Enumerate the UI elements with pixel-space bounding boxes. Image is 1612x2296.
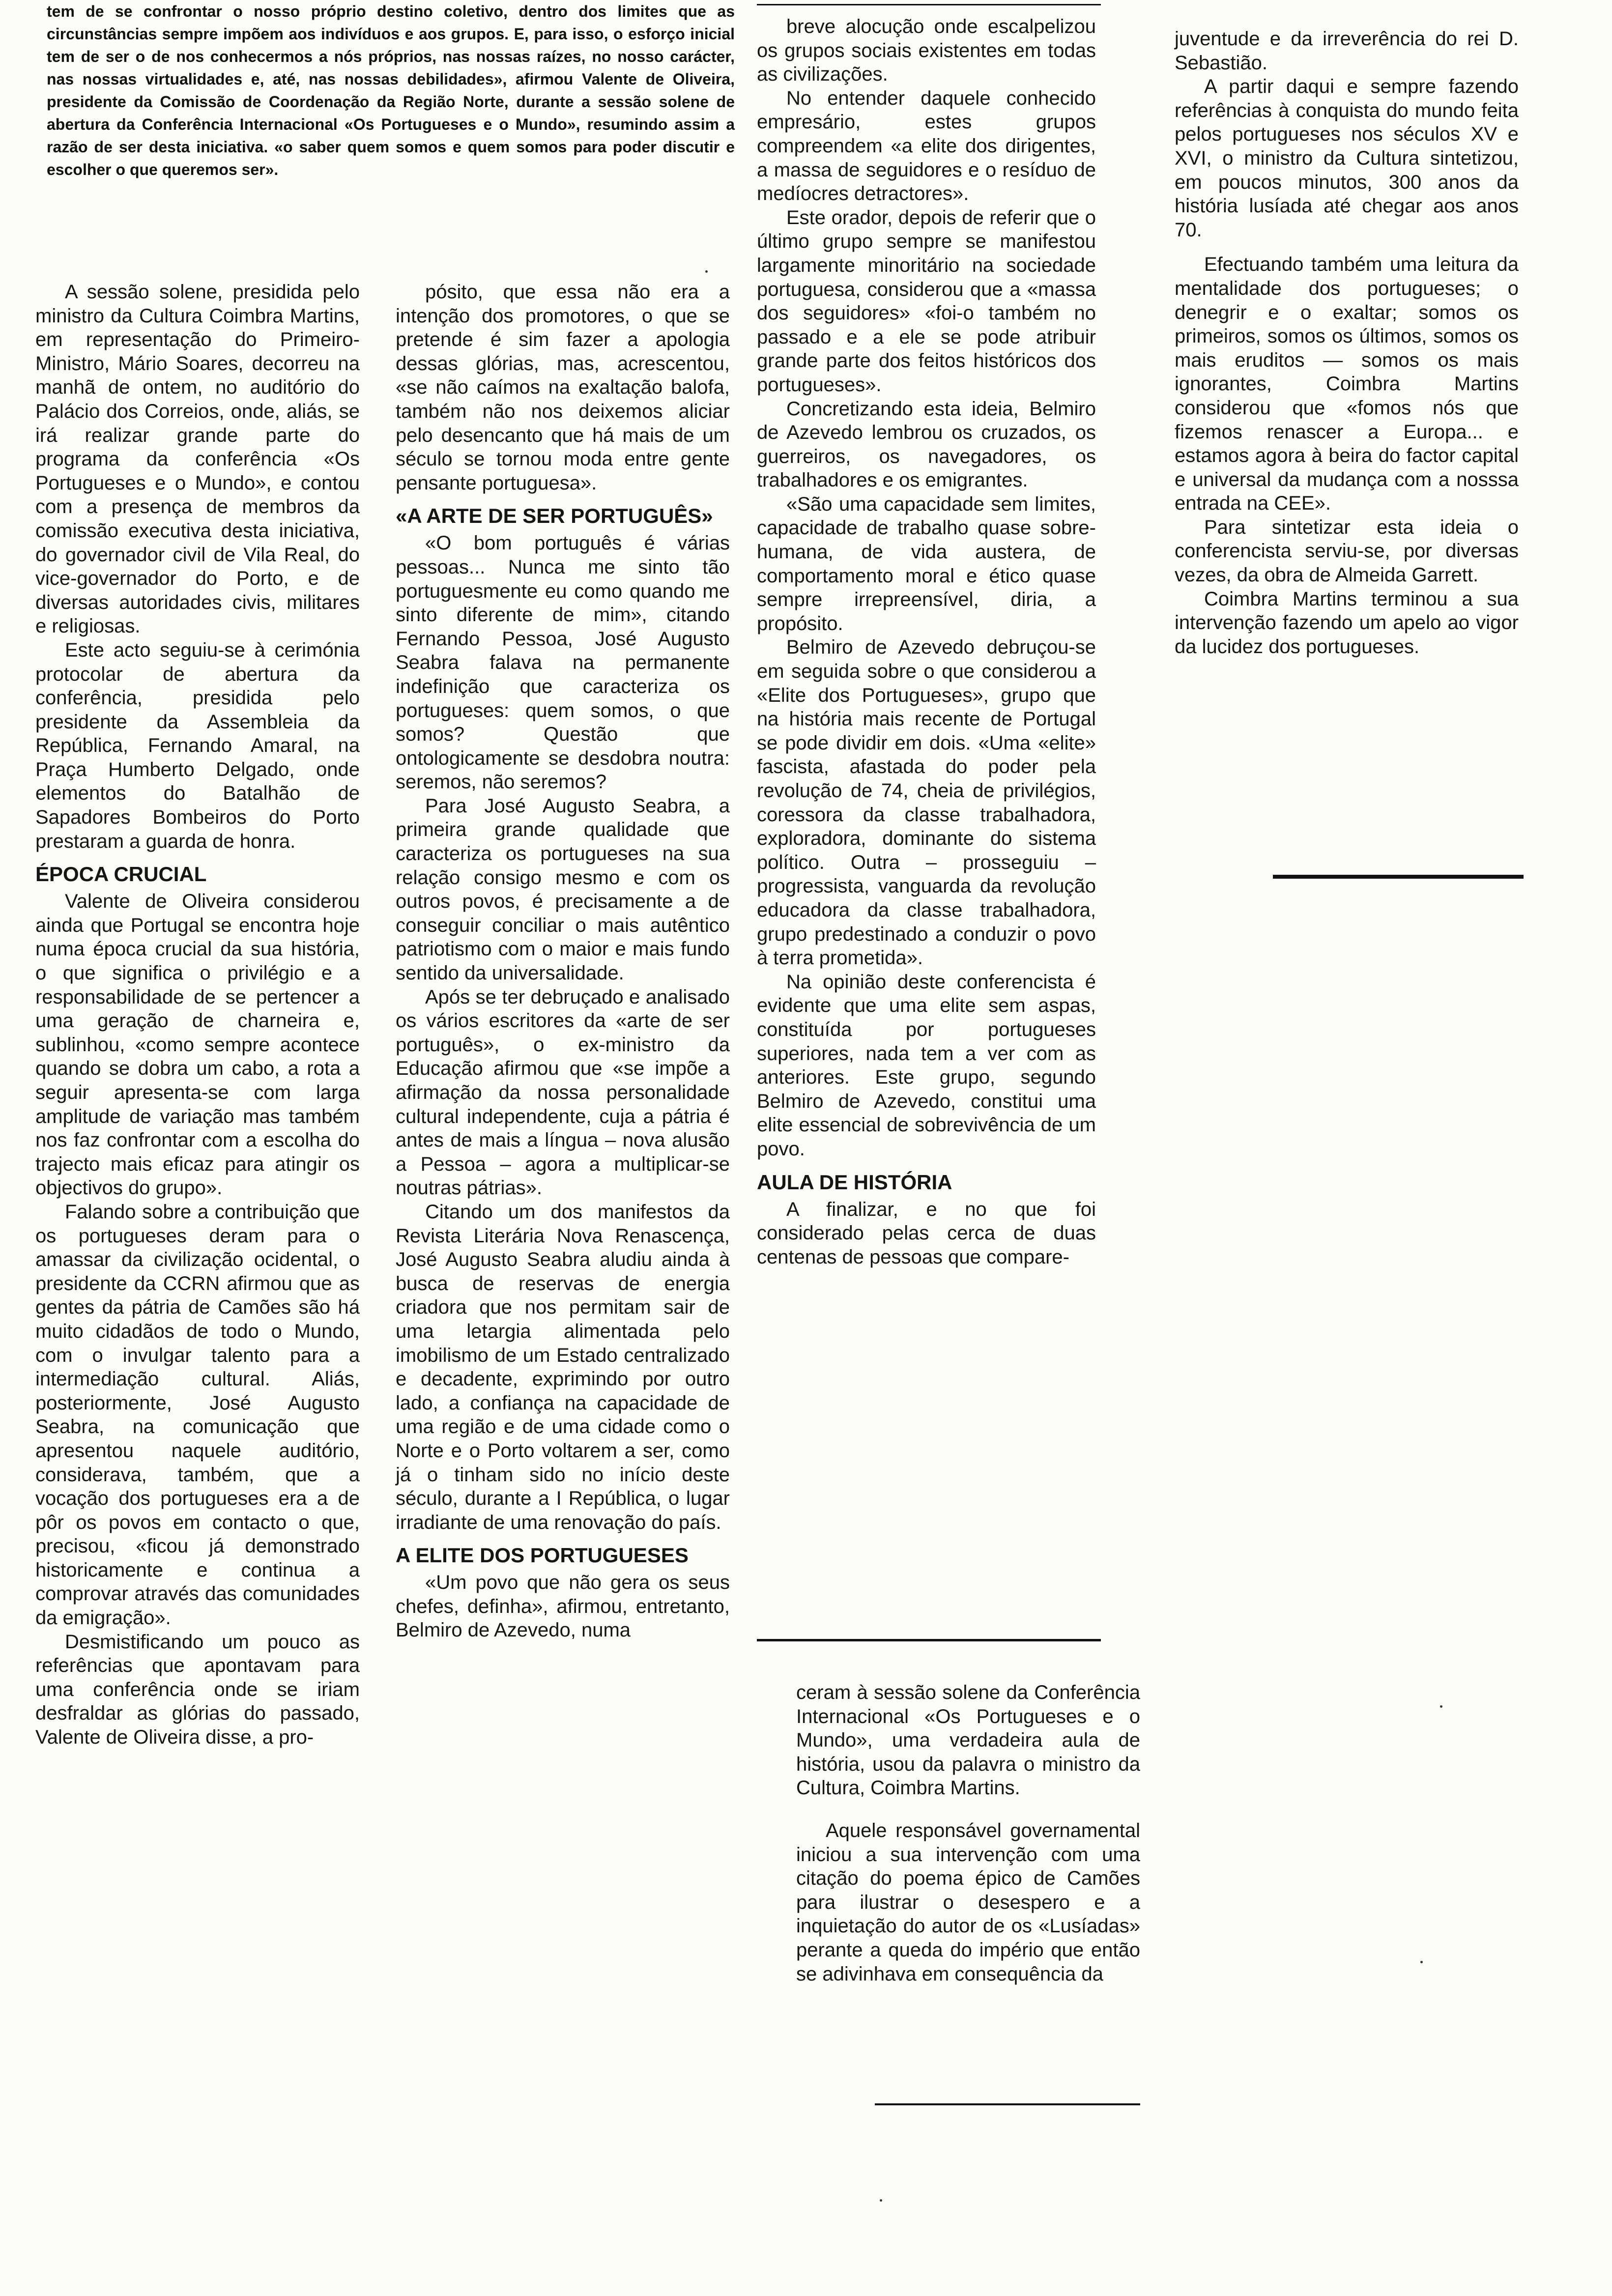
top-rule (757, 4, 1101, 5)
paragraph: «O bom português é várias pessoas... Nunca me sinto tão portuguesmente eu como quando me sinto diferente de mim», citando Fernando Pessoa, José Augusto Seabra falava na permanente indefinição que caracteriza os portugueses: quem somos, o que somos? Questão que ontologicamente se desdobra noutra: seremos, não seremos? (396, 532, 730, 793)
paragraph: Este orador, depois de referir que o último grupo sempre se manifestou largamente minoritário na sociedade portuguesa, considerou que a «massa dos seguidores» «foi-o também no passado e a ele se pode atribuir grande parte dos feitos históricos dos portugueses». (757, 206, 1096, 396)
paragraph: «Um povo que não gera os seus chefes, definha», afirmou, entretanto, Belmiro de Azevedo, numa (396, 1572, 730, 1641)
paragraph: No entender daquele conhecido empresário, estes grupos compreendem «a elite dos dirigentes, a massa de seguidores e o resíduo de medíocres detractores». (757, 87, 1096, 205)
paragraph: Para José Augusto Seabra, a primeira grande qualidade que caracteriza os portugueses na sua relação consigo mesmo e com os outros povos, é precisamente a de conseguir conciliar o mais autêntico patriotismo com o maior e mais fundo sentido da universalidade. (396, 795, 730, 984)
end-rule (1273, 875, 1524, 879)
paragraph: A sessão solene, presidida pelo ministro da Cultura Coimbra Martins, em representação do Primeiro-Ministro, Mário Soares, decorreu na manhã de ontem, no auditório do Palácio dos Correios, onde, aliás, se irá realizar grande parte do programa da conferência «Os Portugueses e o Mundo», e contou com a presença de membros da comissão executiva desta iniciativa, do governador civil de Vila Real, do vice-governador do Porto, e de diversas autoridades civis, militares e religiosas. (35, 281, 360, 637)
paragraph: Na opinião deste conferencista é evidente que uma elite sem aspas, constituída por portugueses superiores, nada tem a ver com as anteriores. Este grupo, segundo Belmiro de Azevedo, constitui uma elite essencial de sobrevivência de um povo. (757, 971, 1096, 1160)
scan-speck (1440, 1705, 1442, 1708)
paragraph: «São uma capacidade sem limites, capacidade de trabalho quase sobre-humana, de vida austera, de comportamento moral e ético quase sempre irrepreensível, diria, a propósito. (757, 493, 1096, 634)
subheading: AULA DE HISTÓRIA (757, 1170, 952, 1194)
paragraph: Para sintetizar esta ideia o conferencista serviu-se, por diversas vezes, da obra de Almeida Garrett. (1175, 516, 1519, 586)
paragraph: Concretizando esta ideia, Belmiro de Azevedo lembrou os cruzados, os guerreiros, os navegadores, os trabalhadores e os emigrantes. (757, 398, 1096, 491)
paragraph: Aquele responsável governamental iniciou a sua intervenção com uma citação do poema épico de Camões para ilustrar o desespero e a inquietação do autor de os «Lusíadas» perante a queda do império que então se adivinhava em consequência da (796, 1819, 1140, 1985)
column-1 (35, 280, 360, 1750)
paragraph: Após se ter debruçado e analisado os vários escritores da «arte de ser português», o ex-ministro da Educação afirmou que «se impõe a afirmação da nossa personalidade cultural independente, cuja a pátria é antes de mais a língua – nova alusão a Pessoa – agora a multiplicar-se noutras pátrias». (396, 986, 730, 1199)
column-divider-rule (757, 1639, 1101, 1641)
subheading: «A ARTE DE SER PORTUGUÊS» (396, 504, 713, 528)
paragraph: Falando sobre a contribuição que os portugueses deram para o amassar da civilização ocidental, o presidente da CCRN afirmou que as gentes da pátria de Camões são há muito cidadãos de todo o Mundo, com o invulgar talento para a intermediação cultural. Aliás, posteriormente, José Augusto Seabra, na comunicação que apresentou naquele auditório, considerava, também, que a vocação dos portugueses era a de pôr os povos em contacto o que, precisou, «ficou já demonstrado historicamente e continua a comprovar através das comunidades da emigração». (35, 1201, 360, 1629)
scan-speck (705, 270, 708, 273)
paragraph: pósito, que essa não era a intenção dos promotores, o que se pretende é sim fazer a apologia dessas glórias, mas, acrescentou, «se não caímos na exaltação balofa, também não nos deixemos aliciar pelo desencanto que há mais de um século se tornou moda entre gente pensante portuguesa». (396, 281, 730, 494)
paragraph: Este acto seguiu-se à cerimónia protocolar de abertura da conferência, presidida pelo presidente da Assembleia da República, Fernando Amaral, na Praça Humberto Delgado, onde elementos do Batalhão de Sapadores Bombeiros do Porto prestaram a guarda de honra. (35, 639, 360, 852)
column-3 (757, 15, 1096, 1269)
column-2 (396, 280, 730, 1642)
paragraph: Citando um dos manifestos da Revista Literária Nova Renascença, José Augusto Seabra aludiu ainda à busca de reservas de energia criadora que nos permitam sair de uma letargia alimentada pelo imobilismo de um Estado centralizado e decadente, exprimindo por outro lado, a confiança na capacidade de uma região e de uma cidade como o Norte e o Porto voltarem a ser, como já o tinham sido no início deste século, durante a I República, o lugar irradiante de uma renovação do país. (396, 1201, 730, 1533)
lead-paragraph: tem de se confrontar o nosso próprio destino coletivo, dentro dos limites que as circunstâncias sempre impõem aos indivíduos e aos grupos. E, para isso, o esforço inicial tem de ser o de nos conhecermos a nós próprios, nas nossas raízes, no nosso carácter, nas nossas virtualidades e, até, nas nossas debilidades», afirmou Valente de Oliveira, presidente da Comissão de Coordenação da Região Norte, durante a sessão solene de abertura da Conferência Internacional «Os Portugueses e o Mundo», resumindo assim a razão de ser desta iniciativa. «o saber quem somos e quem somos para poder discutir e escolher o que queremos ser». (47, 2, 735, 178)
paragraph: A finalizar, e no que foi considerado pelas cerca de duas centenas de pessoas que compare- (757, 1198, 1096, 1268)
scan-speck (1420, 1961, 1423, 1963)
paragraph: ceram à sessão solene da Conferência Internacional «Os Portugueses e o Mundo», uma verdadeira aula de história, usou da palavra o ministro da Cultura, Coimbra Martins. (796, 1682, 1140, 1799)
paragraph: A partir daqui e sempre fazendo referências à conquista do mundo feita pelos portugueses nos séculos XV e XVI, o ministro da Cultura sintetizou, em poucos minutos, 300 anos da história lusíada até chegar aos anos 70. (1175, 76, 1519, 241)
subheading: A ELITE DOS PORTUGUESES (396, 1544, 689, 1567)
column-4 (1175, 27, 1519, 659)
paragraph: Valente de Oliveira considerou ainda que Portugal se encontra hoje numa época crucial da sua história, o que significa o privilégio e a responsabilidade de se pertencer a uma geração de charneira e, sublinhou, «como sempre acontece quando se dobra um cabo, a rota a seguir apresenta-se com larga amplitude de variação mas também nos faz confrontar com a escolha do trajecto mais eficaz para atingir os objectivos do grupo». (35, 890, 360, 1199)
paragraph: juventude e da irreverência do rei D. Sebastião. (1175, 28, 1519, 74)
paragraph: breve alocução onde escalpelizou os grupos sociais existentes em todas as civilizações. (757, 16, 1096, 86)
paragraph: Belmiro de Azevedo debruçou-se em seguida sobre o que considerou a «Elite dos Portugueses», grupo que na história mais recente de Portugal se pode dividir em dois. «Uma «elite» fascista, afastada do poder pela revolução de 74, cheia de privilégios, coressora da classe trabalhadora, exploradora, dominante do sistema político. Outra – prosseguiu – progressista, vanguarda da revolução educadora da classe trabalhadora, grupo predestinado a conduzir o povo à terra prometida». (757, 636, 1096, 969)
subheading: ÉPOCA CRUCIAL (35, 862, 207, 886)
scan-speck (880, 2199, 882, 2202)
column-3-continued (796, 1681, 1140, 1986)
paragraph: Coimbra Martins terminou a sua intervenção fazendo um apelo ao vigor da lucidez dos portugueses. (1175, 588, 1519, 658)
end-rule (875, 2103, 1140, 2105)
paragraph: Efectuando também uma leitura da mentalidade dos portugueses; o denegrir e o exaltar; somos os primeiros, somos os últimos, somos os mais eruditos — somos os mais ignorantes, Coimbra Martins considerou que «fomos nós que fizemos renascer a Europa... e estamos agora à beira do factor capital e universal da mudança com a nosssa entrada na CEE». (1175, 254, 1519, 515)
paragraph: Desmistificando um pouco as referências que apontavam para uma conferência onde se iriam desfraldar as glórias do passado, Valente de Oliveira disse, a pro- (35, 1631, 360, 1749)
